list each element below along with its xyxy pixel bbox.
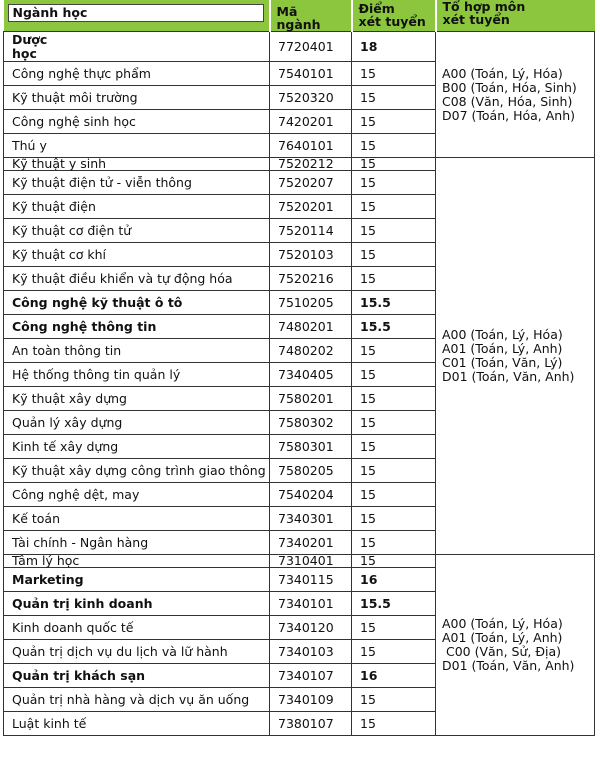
- major-code-cell: 7580301: [270, 435, 352, 459]
- score-cell: 15.5: [352, 592, 436, 616]
- score-cell: 15: [352, 387, 436, 411]
- major-code-cell: 7520320: [270, 86, 352, 110]
- subject-combo-item: C01 (Toán, Văn, Lý): [442, 355, 563, 370]
- major-code-cell: 7480201: [270, 315, 352, 339]
- subject-combo-item: B00 (Toán, Hóa, Sinh): [442, 79, 577, 95]
- major-code-cell: 7720401: [270, 32, 352, 62]
- admission-score-sheet: [3, 0, 594, 762]
- score-cell: 15: [352, 712, 436, 736]
- major-code-cell: 7340115: [270, 568, 352, 592]
- major-name-cell: Công nghệ thực phẩm: [4, 62, 270, 86]
- header-major: [4, 0, 270, 32]
- score-cell: 15: [352, 134, 436, 158]
- major-name-cell: Kỹ thuật cơ khí: [4, 243, 270, 267]
- major-code-cell: 7520114: [270, 219, 352, 243]
- subject-combo-item: A00 (Toán, Lý, Hóa): [442, 65, 563, 81]
- major-name-cell: Hệ thống thông tin quản lý: [4, 363, 270, 387]
- major-code-cell: 7580302: [270, 411, 352, 435]
- major-name-cell: Kỹ thuật điện: [4, 195, 270, 219]
- header-score: [352, 0, 436, 32]
- subject-combo-item: A01 (Toán, Lý, Anh): [442, 630, 563, 645]
- major-name-cell: Kỹ thuật điện tử - viễn thông: [4, 171, 270, 195]
- subject-combo-item: A00 (Toán, Lý, Hóa): [442, 327, 563, 342]
- major-code-cell: 7340405: [270, 363, 352, 387]
- major-code-cell: 7340107: [270, 664, 352, 688]
- major-name-cell: Thú y: [4, 134, 270, 158]
- major-code-cell: 7540101: [270, 62, 352, 86]
- major-name-cell: Kỹ thuật y sinh: [4, 158, 270, 171]
- major-name-cell: Kỹ thuật môi trường: [4, 86, 270, 110]
- major-name-cell: Tâm lý học: [4, 555, 270, 568]
- score-cell: 15: [352, 411, 436, 435]
- major-name-cell: Quản trị nhà hàng và dịch vụ ăn uống: [4, 688, 270, 712]
- major-code-cell: 7520201: [270, 195, 352, 219]
- table-row: [4, 32, 595, 62]
- major-name-cell: Marketing: [4, 568, 270, 592]
- admission-table: [3, 0, 595, 736]
- score-cell: 15: [352, 616, 436, 640]
- score-cell: 15: [352, 363, 436, 387]
- major-name-cell: Dược học: [4, 32, 270, 62]
- subject-combo-item: D01 (Toán, Văn, Anh): [442, 369, 575, 384]
- score-cell: 15: [352, 219, 436, 243]
- major-code-cell: 7520212: [270, 158, 352, 171]
- header-combo: [436, 0, 595, 32]
- major-name-cell: Kinh doanh quốc tế: [4, 616, 270, 640]
- score-cell: 15: [352, 243, 436, 267]
- major-code-cell: 7520103: [270, 243, 352, 267]
- major-name-cell: Tài chính - Ngân hàng: [4, 531, 270, 555]
- major-name-cell: Kỹ thuật xây dựng công trình giao thông: [4, 459, 270, 483]
- header-combo-line2: xét tuyển: [442, 12, 510, 27]
- major-code-cell: 7340201: [270, 531, 352, 555]
- score-cell: 15: [352, 110, 436, 134]
- score-cell: 15: [352, 267, 436, 291]
- major-name-cell: Quản trị khách sạn: [4, 664, 270, 688]
- major-code-cell: 7420201: [270, 110, 352, 134]
- score-cell: 15: [352, 171, 436, 195]
- score-cell: 15: [352, 640, 436, 664]
- score-cell: 15: [352, 339, 436, 363]
- major-name-cell: Quản trị kinh doanh: [4, 592, 270, 616]
- major-code-cell: 7380107: [270, 712, 352, 736]
- subject-combo-cell: [436, 32, 595, 158]
- subject-combo-item: D01 (Toán, Văn, Anh): [442, 658, 575, 673]
- subject-combo-cell: [436, 158, 595, 555]
- header-major-label: Ngành học: [8, 4, 264, 22]
- major-code-cell: 7520216: [270, 267, 352, 291]
- table-row: [4, 158, 595, 171]
- major-code-cell: 7310401: [270, 555, 352, 568]
- major-code-cell: 7340103: [270, 640, 352, 664]
- score-cell: 15: [352, 531, 436, 555]
- major-code-cell: 7480202: [270, 339, 352, 363]
- major-code-cell: 7540204: [270, 483, 352, 507]
- score-cell: 15: [352, 158, 436, 171]
- major-name-cell: Kế toán: [4, 507, 270, 531]
- major-code-cell: 7340120: [270, 616, 352, 640]
- score-cell: 18: [352, 32, 436, 62]
- header-score-line1: Điểm: [358, 1, 395, 16]
- major-code-cell: 7340109: [270, 688, 352, 712]
- score-cell: 16: [352, 568, 436, 592]
- major-name-cell: Công nghệ kỹ thuật ô tô: [4, 291, 270, 315]
- major-code-cell: 7640101: [270, 134, 352, 158]
- subject-combo-item: C08 (Văn, Hóa, Sinh): [442, 93, 573, 109]
- major-code-cell: 7520207: [270, 171, 352, 195]
- major-name-cell: Kỹ thuật điều khiển và tự động hóa: [4, 267, 270, 291]
- score-cell: 15: [352, 483, 436, 507]
- score-cell: 15: [352, 435, 436, 459]
- subject-combo-item: A01 (Toán, Lý, Anh): [442, 341, 563, 356]
- major-code-cell: 7340301: [270, 507, 352, 531]
- subject-combo-cell: [436, 555, 595, 736]
- score-cell: 15: [352, 86, 436, 110]
- score-cell: 15.5: [352, 291, 436, 315]
- score-cell: 15: [352, 459, 436, 483]
- major-name-cell: Kỹ thuật cơ điện tử: [4, 219, 270, 243]
- table-body: [4, 32, 595, 736]
- major-name-cell: Công nghệ dệt, may: [4, 483, 270, 507]
- score-cell: 15: [352, 555, 436, 568]
- score-cell: 15: [352, 195, 436, 219]
- score-cell: 15: [352, 507, 436, 531]
- header-code-label: Mã ngành: [276, 4, 321, 32]
- major-code-cell: 7580205: [270, 459, 352, 483]
- major-code-cell: 7340101: [270, 592, 352, 616]
- major-code-cell: 7580201: [270, 387, 352, 411]
- major-name-cell: Luật kinh tế: [4, 712, 270, 736]
- major-name-cell: An toàn thông tin: [4, 339, 270, 363]
- score-cell: 15.5: [352, 315, 436, 339]
- header-code: [270, 0, 352, 32]
- major-name-cell: Công nghệ thông tin: [4, 315, 270, 339]
- header-score-line2: xét tuyển: [358, 14, 426, 29]
- major-name-cell: Quản trị dịch vụ du lịch và lữ hành: [4, 640, 270, 664]
- subject-combo-item: D07 (Toán, Hóa, Anh): [442, 107, 575, 123]
- score-cell: 15: [352, 62, 436, 86]
- major-name-cell: Công nghệ sinh học: [4, 110, 270, 134]
- score-cell: 16: [352, 664, 436, 688]
- major-name-cell: Kinh tế xây dựng: [4, 435, 270, 459]
- major-code-cell: 7510205: [270, 291, 352, 315]
- table-row: [4, 555, 595, 568]
- subject-combo-item: A00 (Toán, Lý, Hóa): [442, 616, 563, 631]
- header-row: [4, 0, 595, 32]
- header-combo-line1: Tổ hợp môn: [442, 0, 526, 14]
- score-cell: 15: [352, 688, 436, 712]
- subject-combo-item: C00 (Văn, Sử, Địa): [442, 644, 562, 659]
- major-name-cell: Kỹ thuật xây dựng: [4, 387, 270, 411]
- major-name-cell: Quản lý xây dựng: [4, 411, 270, 435]
